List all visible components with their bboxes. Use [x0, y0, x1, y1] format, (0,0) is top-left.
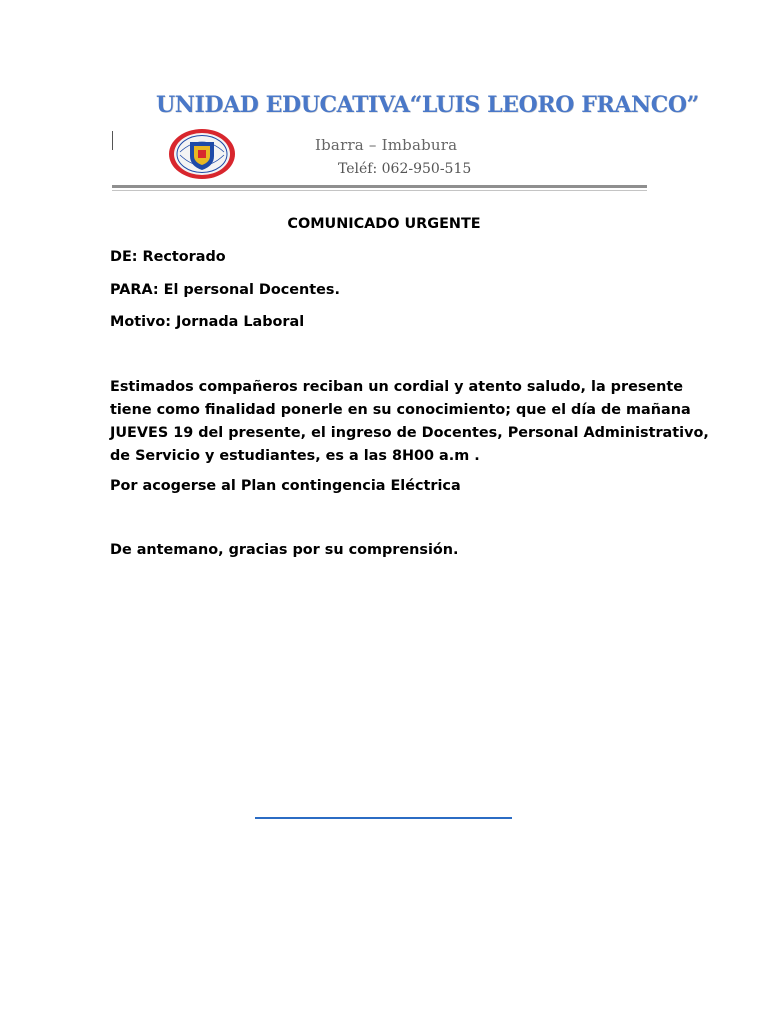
- memo-closing: De antemano, gracias por su comprensión.: [110, 542, 459, 558]
- school-crest-icon: [168, 128, 236, 180]
- memo-body-line: de Servicio y estudiantes, es a las 8H00 a.m .: [110, 448, 480, 464]
- school-phone: Teléf: 062-950-515: [338, 161, 472, 177]
- memo-body-line: Estimados compañeros reciban un cordial y atento saludo, la presente: [110, 379, 684, 395]
- memo-body-line: JUEVES 19 del presente, el ingreso de Docentes, Personal Administrativo,: [110, 425, 709, 441]
- text-cursor: [112, 131, 113, 150]
- memo-body-line: tiene como finalidad ponerle en su conocimiento; que el día de mañana: [110, 402, 691, 418]
- school-city: Ibarra – Imbabura: [315, 136, 458, 154]
- memo-reason: Por acogerse al Plan contingencia Eléctrica: [110, 478, 461, 494]
- memo-to: PARA: El personal Docentes.: [110, 282, 340, 298]
- letterhead-divider-thin: [112, 190, 647, 191]
- memo-from: DE: Rectorado: [110, 249, 226, 265]
- signature-line: [255, 817, 512, 819]
- memo-subject: Motivo: Jornada Laboral: [110, 314, 305, 330]
- memo-body: [110, 376, 709, 468]
- memo-title: COMUNICADO URGENTE: [287, 216, 481, 232]
- letterhead-divider: [112, 185, 647, 188]
- school-name: UNIDAD EDUCATIVA“LUIS LEORO FRANCO”: [156, 92, 699, 118]
